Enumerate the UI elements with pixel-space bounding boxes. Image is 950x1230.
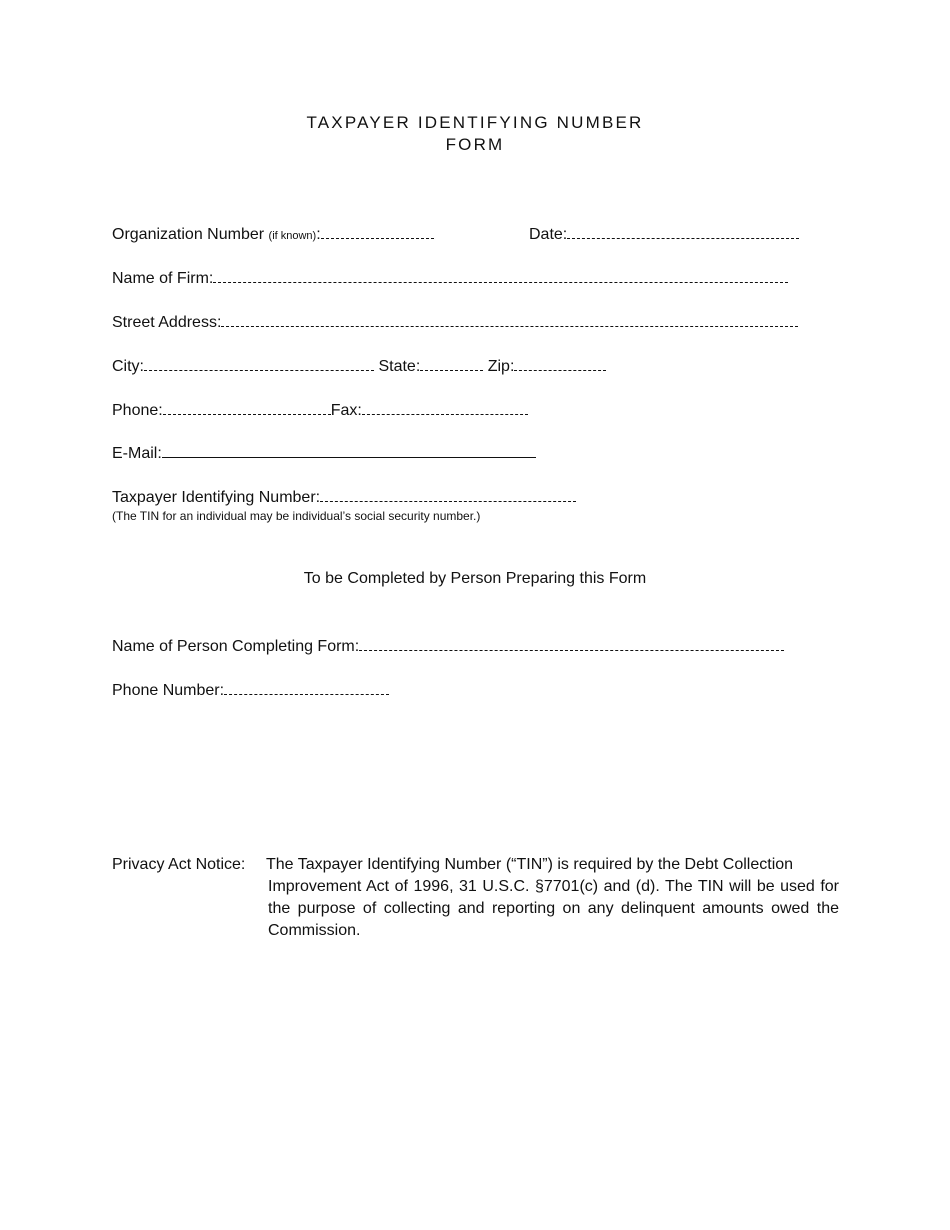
phone-fax-row (112, 400, 528, 421)
fax-label: Fax: (330, 402, 362, 419)
date-label: Date: (529, 226, 568, 243)
preparer-section-heading: To be Completed by Person Preparing this Form (303, 570, 647, 587)
org-number-label: Organization Number (112, 226, 265, 243)
tin-label: Taxpayer Identifying Number: (112, 489, 321, 506)
phone-field[interactable] (163, 400, 331, 415)
tin-row (112, 487, 576, 508)
state-label: State: (378, 358, 421, 375)
zip-field[interactable] (514, 356, 606, 371)
firm-name-label: Name of Firm: (112, 270, 214, 287)
preparer-name-row (112, 636, 784, 657)
city-label: City: (112, 358, 144, 375)
preparer-phone-field[interactable] (224, 680, 389, 695)
org-number-colon: : (316, 226, 321, 243)
firm-name-row (112, 268, 788, 289)
privacy-notice-label: Privacy Act Notice: (112, 856, 246, 873)
preparer-phone-row (112, 680, 389, 701)
date-field[interactable] (567, 224, 799, 239)
street-address-label: Street Address: (112, 314, 222, 331)
privacy-notice-first-line: The Taxpayer Identifying Number (“TIN”) is required by the Debt Collection (266, 856, 794, 873)
email-field[interactable] (162, 443, 536, 458)
date-row (529, 224, 799, 245)
privacy-notice-text: Improvement Act of 1996, 31 U.S.C. §7701(c) and (d). The TIN will be used for the purpose of collecting and reporting on any delinquent amounts owed the Commission. (268, 878, 839, 939)
preparer-name-label: Name of Person Completing Form: (112, 638, 360, 655)
city-field[interactable] (144, 356, 374, 371)
phone-label: Phone: (112, 402, 163, 419)
street-address-field[interactable] (221, 312, 798, 327)
form-title-line-2: FORM (445, 135, 505, 154)
org-number-field[interactable] (321, 224, 434, 239)
city-state-zip-row (112, 356, 606, 377)
form-title-line-1: TAXPAYER IDENTIFYING NUMBER (306, 113, 644, 132)
preparer-phone-label: Phone Number: (112, 682, 225, 699)
preparer-name-field[interactable] (359, 636, 784, 651)
org-number-row (112, 224, 434, 246)
street-address-row (112, 312, 798, 333)
firm-name-field[interactable] (213, 268, 788, 283)
email-label: E-Mail: (112, 445, 162, 462)
state-field[interactable] (420, 356, 483, 371)
email-row (112, 443, 536, 464)
tin-field[interactable] (320, 487, 576, 502)
zip-label: Zip: (487, 358, 515, 375)
fax-field[interactable] (362, 400, 528, 415)
tin-note: (The TIN for an individual may be individual’s social security number.) (112, 509, 481, 523)
org-number-qualifier: (if known) (268, 230, 317, 242)
